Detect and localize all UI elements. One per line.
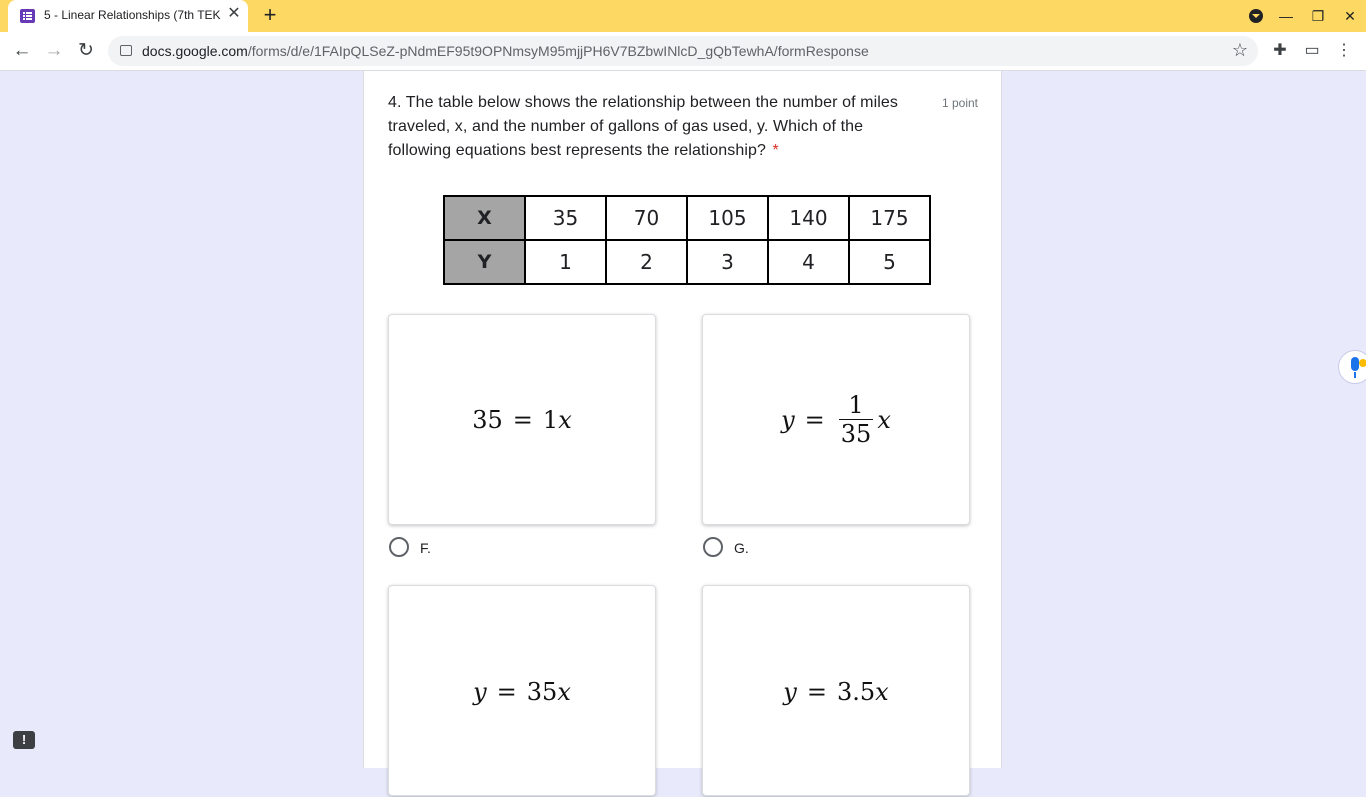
address-bar[interactable]: [108, 36, 1258, 66]
new-tab-button[interactable]: +: [263, 2, 277, 27]
eq-variable: x: [877, 405, 891, 434]
radio-g[interactable]: [703, 537, 723, 557]
tab-search-icon[interactable]: [1249, 9, 1263, 23]
site-info-icon[interactable]: [120, 45, 132, 56]
equation-j: [703, 586, 969, 797]
eq-operator: =: [804, 405, 825, 434]
choice-label-f[interactable]: F.: [420, 540, 431, 556]
eq-variable: y: [783, 677, 797, 706]
page-background: [0, 71, 1366, 768]
reload-button[interactable]: ↻: [78, 40, 94, 61]
table-cell: 105: [687, 196, 768, 240]
google-forms-icon: [20, 9, 35, 23]
browser-tab[interactable]: [8, 0, 248, 32]
choice-image-f[interactable]: [388, 314, 656, 525]
eq-operator: =: [496, 677, 517, 706]
question-text: [388, 91, 918, 163]
extensions-icon[interactable]: ✚: [1273, 42, 1287, 59]
eq-operator: =: [806, 677, 827, 706]
required-asterisk: *: [772, 142, 779, 159]
eq-variable: x: [557, 677, 571, 706]
radio-f[interactable]: [389, 537, 409, 557]
table-cell: 3: [687, 240, 768, 284]
table-cell: 4: [768, 240, 849, 284]
table-cell: 140: [768, 196, 849, 240]
question-card: [363, 71, 1002, 768]
eq-coefficient: 3.5: [836, 677, 876, 706]
relationship-table: [443, 195, 931, 285]
eq-coefficient: 1: [542, 405, 559, 434]
eq-term: 35: [472, 405, 503, 434]
feedback-icon[interactable]: !: [13, 731, 35, 749]
url-text[interactable]: [142, 43, 869, 59]
equation-f: [389, 315, 655, 524]
equation-g: [703, 315, 969, 524]
fraction: [839, 391, 874, 448]
mic-status-dot: [1359, 359, 1366, 367]
table-cell: 175: [849, 196, 930, 240]
browser-toolbar: [0, 32, 1366, 71]
tab-strip: [0, 0, 1366, 32]
eq-variable: y: [781, 405, 795, 434]
restore-button[interactable]: ❐: [1311, 8, 1325, 24]
fraction-numerator: 1: [848, 391, 864, 419]
table-header-x: X: [444, 196, 525, 240]
equation-h: [389, 586, 655, 797]
eq-variable: y: [473, 677, 487, 706]
forward-button[interactable]: →: [44, 40, 64, 61]
table-header-y: Y: [444, 240, 525, 284]
browser-menu-icon[interactable]: ⋮: [1336, 42, 1352, 59]
close-window-button[interactable]: ✕: [1344, 8, 1356, 24]
table-cell: 1: [525, 240, 606, 284]
eq-coefficient: 35: [526, 677, 558, 706]
minimize-button[interactable]: —: [1279, 8, 1293, 24]
choice-label-g[interactable]: G.: [734, 540, 749, 556]
table-cell: 5: [849, 240, 930, 284]
url-host: docs.google.com: [142, 43, 248, 59]
eq-variable: x: [875, 677, 889, 706]
question-body: 4. The table below shows the relationship between the number of miles traveled, x, and the number of gallons of gas used, y. Which of the following equations best represents the relationship?: [388, 94, 899, 159]
table-row-y: [444, 240, 930, 284]
eq-operator: =: [512, 405, 533, 434]
table-row-x: [444, 196, 930, 240]
url-path: /forms/d/e/1FAIpQLSeZ-pNdmEF95t9OPNmsyM95mjjPH6V7BZbwINlcD_gQbTewhA/formResponse: [247, 43, 869, 59]
table-cell: 35: [525, 196, 606, 240]
table-cell: 2: [606, 240, 687, 284]
tab-title: 5 - Linear Relationships (7th TEK: [44, 8, 221, 22]
back-button[interactable]: ←: [12, 40, 32, 61]
points-label: 1 point: [941, 96, 978, 110]
eq-variable: x: [558, 405, 572, 434]
choice-image-h[interactable]: [388, 585, 656, 796]
fraction-denominator: 35: [840, 420, 872, 448]
choice-image-g[interactable]: [702, 314, 970, 525]
cast-icon[interactable]: ▭: [1304, 42, 1320, 59]
table-cell: 70: [606, 196, 687, 240]
close-tab-icon[interactable]: ✕: [227, 5, 241, 22]
microphone-icon[interactable]: [1338, 350, 1366, 384]
choice-image-j[interactable]: [702, 585, 970, 796]
bookmark-star-icon[interactable]: ☆: [1231, 40, 1248, 60]
